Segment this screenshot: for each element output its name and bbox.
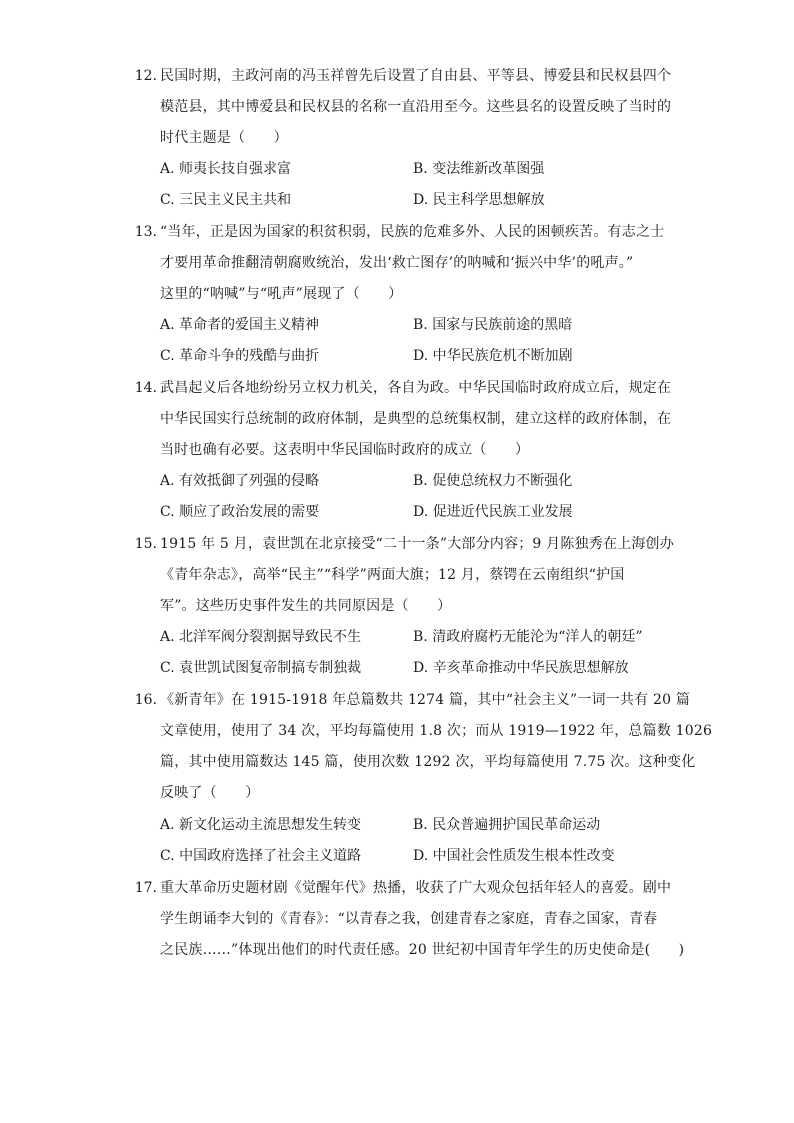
question-text-line: 模范县，其中博爱县和民权县的名称一直沿用至今。这些县名的设置反映了当时的 [160, 99, 672, 115]
question-text-line: 军”。这些历史事件发生的共同原因是（ ） [160, 598, 452, 614]
option-a[interactable]: A. 革命者的爱国主义精神 [160, 317, 320, 333]
question-text-line: 重大革命历史题材剧《觉醒年代》热播，收获了广大观众包括年轻人的喜爱。剧中 [160, 880, 672, 896]
option-c[interactable]: C. 中国政府选择了社会主义道路 [160, 848, 362, 864]
option-c[interactable]: C. 顺应了政治发展的需要 [160, 504, 320, 520]
question-number: 17. [134, 880, 157, 896]
option-b[interactable]: B. 民众普遍拥护国民革命运动 [413, 817, 601, 833]
question-text-line: 武昌起义后各地纷纷另立权力机关，各自为政。中华民国临时政府成立后，规定在 [160, 380, 672, 396]
question-text-line: 之民族……”体现出他们的时代责任感。20 世纪初中国青年学生的历史使命是( ) [160, 942, 685, 958]
question-text-line: 《青年杂志》，高举“民主”“科学”两面大旗；12 月，蔡锷在云南组织“护国 [160, 567, 625, 583]
question-number: 13. [134, 224, 157, 240]
option-d[interactable]: D. 民主科学思想解放 [413, 192, 545, 208]
option-b[interactable]: B. 国家与民族前途的黑暗 [413, 317, 573, 333]
question-text-line: 这里的“呐喊”与“吼声”展现了（ ） [160, 286, 403, 302]
question-text-line: 才要用革命推翻清朝腐败统治，发出‘救亡图存’的呐喊和‘振兴中华’的吼声。” [160, 255, 634, 271]
option-a[interactable]: A. 北洋军阀分裂割据导致民不生 [160, 629, 362, 645]
option-d[interactable]: D. 中国社会性质发生根本性改变 [413, 848, 615, 864]
question-text-line: 篇，其中使用篇数达 145 篇，使用次数 1292 次，平均每篇使用 7.75 次。这种变化 [160, 754, 696, 770]
question-number: 12. [134, 68, 157, 84]
question-text-line: 文章使用，使用了 34 次，平均每篇使用 1.8 次；而从 1919—1922 年，总篇数 1026 [160, 723, 713, 739]
option-a[interactable]: A. 有效抵御了列强的侵略 [160, 473, 320, 489]
question-number: 14. [134, 380, 157, 396]
option-b[interactable]: B. 促使总统权力不断强化 [413, 473, 573, 489]
option-c[interactable]: C. 革命斗争的残酷与曲折 [160, 348, 320, 364]
question-text-line: 民国时期，主政河南的冯玉祥曾先后设置了自由县、平等县、博爱县和民权县四个 [160, 68, 672, 84]
option-c[interactable]: C. 三民主义民主共和 [160, 192, 292, 208]
question-text-line: 《新青年》在 1915-1918 年总篇数共 1274 篇，其中“社会主义”一词一共有 20 篇 [160, 692, 691, 708]
option-d[interactable]: D. 辛亥革命推动中华民族思想解放 [413, 660, 629, 676]
question-text-line: 学生朗诵李大钊的《青春》：“以青春之我，创建青春之家庭，青春之国家，青春 [160, 911, 658, 927]
option-a[interactable]: A. 师夷长技自强求富 [160, 161, 292, 177]
question-number: 16. [134, 692, 157, 708]
question-text-line: 1915 年 5 月，袁世凯在北京接受“二十一条”大部分内容；9 月陈独秀在上海创办 [160, 536, 674, 552]
question-text-line: 时代主题是（ ） [160, 130, 288, 146]
question-number: 15. [134, 536, 157, 552]
option-d[interactable]: D. 中华民族危机不断加剧 [413, 348, 573, 364]
question-text-line: 当时也确有必要。这表明中华民国临时政府的成立（ ） [160, 442, 530, 458]
question-text-line: 中华民国实行总统制的政府体制，是典型的总统集权制，建立这样的政府体制，在 [160, 411, 672, 427]
option-b[interactable]: B. 变法维新改革图强 [413, 161, 545, 177]
option-d[interactable]: D. 促进近代民族工业发展 [413, 504, 573, 520]
option-b[interactable]: B. 清政府腐朽无能沦为“洋人的朝廷” [413, 629, 643, 645]
question-text-line: “当年，正是因为国家的积贫积弱，民族的危难多外、人民的困顿疾苦。有志之士 [160, 224, 665, 240]
option-c[interactable]: C. 袁世凯试图复帝制搞专制独裁 [160, 660, 362, 676]
option-a[interactable]: A. 新文化运动主流思想发生转变 [160, 817, 362, 833]
question-text-line: 反映了（ ） [160, 785, 260, 801]
